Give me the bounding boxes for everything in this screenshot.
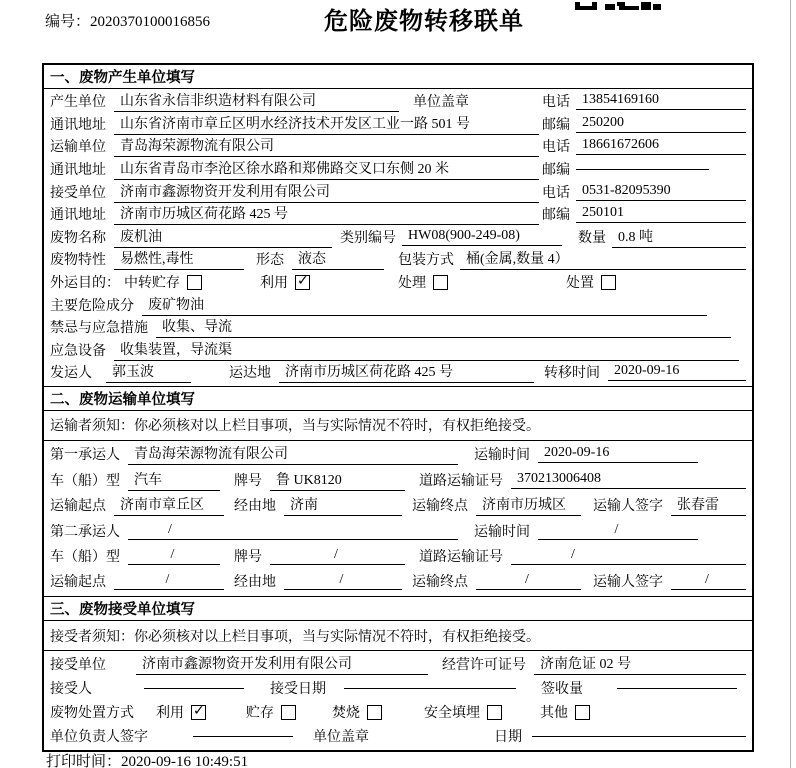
zip2-value (576, 168, 709, 170)
disposal-option-incinerate (332, 702, 382, 722)
producer-row (50, 90, 746, 113)
checkbox-icon (295, 275, 310, 290)
transporter-row (50, 135, 746, 158)
zip1-label: 邮编 (542, 117, 570, 133)
print-time-line (46, 750, 248, 768)
quantity-value: 0.8 吨 (612, 226, 746, 248)
end2-value: / (476, 572, 581, 590)
producer-value: 山东省永信非织造材料有限公司 (114, 90, 399, 112)
receiver-label: 接受单位 (50, 185, 106, 201)
hazard-value: 废矿物油 (142, 294, 707, 316)
precautions-row (50, 316, 746, 339)
manager-sign-label: 单位负责人签字 (50, 730, 148, 746)
time1-label: 运输时间 (474, 448, 530, 464)
manager-sign-value (193, 735, 293, 737)
plate2-label: 牌号 (234, 549, 262, 565)
destination-label: 运达地 (229, 366, 271, 382)
time1-value: 2020-09-16 (538, 445, 698, 463)
page-title: 危险废物转移联单 (324, 9, 524, 35)
checkbox-label: 利用 (156, 706, 184, 722)
shipper-row (50, 361, 746, 384)
checkbox-label: 安全填埋 (424, 706, 480, 722)
time2-label: 运输时间 (474, 524, 530, 540)
accept-date-value (344, 687, 516, 689)
serial-value: 2020370100016856 (90, 14, 211, 30)
checkbox-icon (187, 275, 202, 290)
date-label: 日期 (494, 730, 522, 746)
via2-value: / (284, 572, 402, 590)
plate1-value: 鲁 UK8120 (270, 469, 405, 491)
checkbox-icon (601, 275, 616, 290)
sign2-value: / (671, 572, 746, 590)
carrier2-value: / (128, 522, 458, 540)
waste-name-value: 废机油 (114, 226, 332, 248)
section3-notice: 接受者须知：你必须核对以上栏目事项，当与实际情况不符时，有权拒绝接受。 (44, 621, 752, 651)
equipment-label: 应急设备 (50, 343, 106, 359)
received-qty-label: 签收量 (541, 682, 583, 698)
section2-heading: 二、废物运输单位填写 (44, 386, 752, 411)
permit-label: 经营许可证号 (442, 658, 526, 674)
form-label: 形态 (256, 253, 284, 269)
route1-row (50, 493, 746, 518)
purpose-label: 外运目的： (50, 276, 120, 292)
via1-value: 济南 (284, 494, 402, 516)
via1-label: 经由地 (234, 499, 276, 515)
transporter-address-row (50, 158, 746, 181)
zip2-label: 邮编 (542, 163, 570, 179)
accept-unit-label: 接受单位 (50, 658, 106, 674)
carrier1-value: 青岛海荣源物流有限公司 (128, 443, 458, 465)
origin1-label: 运输起点 (50, 499, 106, 515)
sign1-value: 张春雷 (671, 494, 746, 516)
transporter-label: 运输单位 (50, 140, 106, 156)
time2-value: / (538, 522, 698, 540)
accept-unit-row (50, 652, 746, 676)
receiver-address-row (50, 203, 746, 226)
vehicle2-label: 车（船）型 (50, 549, 120, 565)
checkbox-label: 利用 (260, 276, 288, 292)
waste-name-row (50, 226, 746, 249)
phone2-label: 电话 (542, 140, 570, 156)
transfer-time-value: 2020-09-16 (608, 363, 746, 381)
phone1-label: 电话 (542, 95, 570, 111)
acceptor-row (50, 676, 746, 700)
vehicle2-value: / (128, 547, 220, 565)
precautions-label: 禁忌与应急措施 (50, 321, 148, 337)
end1-label: 运输终点 (412, 499, 468, 515)
end1-value: 济南市历城区 (476, 494, 581, 516)
checkbox-icon (487, 705, 502, 720)
origin1-value: 济南市章丘区 (114, 494, 224, 516)
serial-label: 编号： (45, 14, 91, 30)
hazard-label: 主要危险成分 (50, 298, 134, 314)
acceptor-label: 接受人 (50, 682, 92, 698)
zip3-label: 邮编 (542, 208, 570, 224)
producer-address-row (50, 113, 746, 136)
vehicle1-row (50, 467, 746, 492)
producer-label: 产生单位 (50, 95, 106, 111)
address2-label: 通讯地址 (50, 163, 106, 179)
category-label: 类别编号 (340, 230, 396, 246)
end2-label: 运输终点 (412, 575, 468, 591)
carrier1-row (50, 442, 746, 467)
vehicle1-value: 汽车 (128, 469, 220, 491)
license2-value: / (511, 547, 746, 565)
qr-code-icon (575, 0, 661, 16)
unit-seal-label: 单位盖章 (413, 95, 469, 111)
quantity-label: 数量 (578, 230, 606, 246)
disposal-option-utilize (156, 702, 206, 722)
purpose-option-dispose (566, 272, 616, 292)
manifest-form (42, 63, 754, 752)
disposal-option-storage (246, 702, 296, 722)
license1-label: 道路运输证号 (419, 473, 503, 489)
zip3-value: 250101 (576, 205, 746, 223)
checkbox-icon (191, 705, 206, 720)
permit-value: 济南危证 02 号 (534, 653, 746, 675)
acceptor-value (144, 687, 244, 689)
address3-value: 济南市历城区荷花路 425 号 (114, 203, 539, 225)
checkbox-label: 中转贮存 (124, 276, 180, 292)
checkbox-label: 处置 (566, 276, 594, 292)
phone3-value: 0531-82095390 (576, 183, 746, 201)
address1-label: 通讯地址 (50, 117, 106, 133)
license1-value: 370213006408 (511, 471, 746, 489)
checkbox-label: 其他 (540, 706, 568, 722)
transfer-time-label: 转移时间 (544, 366, 600, 382)
receiver-value: 济南市鑫源物资开发利用有限公司 (114, 181, 539, 203)
print-time-label: 打印时间： (46, 754, 122, 768)
equipment-value: 收集装置，导流渠 (114, 339, 739, 361)
section2-body (44, 441, 752, 596)
purpose-option-transfer-storage (124, 272, 202, 292)
manager-sign-row (50, 724, 746, 748)
checkbox-icon (433, 275, 448, 290)
waste-name-label: 废物名称 (50, 230, 106, 246)
disposal-label: 废物处置方式 (50, 706, 134, 722)
purpose-option-treat (398, 272, 448, 292)
disposal-row (50, 700, 746, 724)
print-time-value: 2020-09-16 10:49:51 (121, 754, 249, 768)
plate1-label: 牌号 (234, 473, 262, 489)
purpose-row (50, 271, 746, 294)
section1-body (44, 89, 752, 386)
receiver-row (50, 180, 746, 203)
date-value (532, 735, 746, 737)
form-value: 液态 (292, 248, 384, 270)
license2-label: 道路运输证号 (419, 549, 503, 565)
checkbox-label: 焚烧 (332, 706, 360, 722)
disposal-option-landfill (424, 702, 502, 722)
equipment-row (50, 339, 746, 362)
origin2-label: 运输起点 (50, 575, 106, 591)
carrier1-label: 第一承运人 (50, 448, 120, 464)
checkbox-icon (367, 705, 382, 720)
address3-label: 通讯地址 (50, 208, 106, 224)
shipper-value: 郭玉波 (106, 361, 191, 383)
checkbox-label: 贮存 (246, 706, 274, 722)
waste-characteristics-row (50, 248, 746, 271)
checkbox-icon (281, 705, 296, 720)
phone2-value: 18661672606 (576, 137, 746, 155)
address1-value: 山东省济南市章丘区明水经济技术开发区工业一路 501 号 (114, 113, 539, 135)
address2-value: 山东省青岛市李沧区徐水路和郑佛路交叉口东侧 20 米 (114, 158, 539, 180)
vehicle2-row (50, 543, 746, 568)
packaging-label: 包装方式 (398, 253, 454, 269)
precautions-value: 收集、导流 (156, 316, 731, 338)
hazard-row (50, 293, 746, 316)
category-value: HW08(900-249-08) (402, 228, 562, 246)
origin2-value: / (114, 572, 224, 590)
sign1-label: 运输人签字 (593, 499, 663, 515)
section1-heading: 一、废物产生单位填写 (44, 65, 752, 89)
plate2-value: / (270, 547, 405, 565)
characteristics-label: 废物特性 (50, 253, 106, 269)
phone3-label: 电话 (542, 185, 570, 201)
received-qty-value (617, 687, 737, 689)
accept-unit-value: 济南市鑫源物资开发利用有限公司 (136, 653, 428, 675)
phone1-value: 13854169160 (576, 92, 746, 110)
carrier2-label: 第二承运人 (50, 524, 120, 540)
unit-seal2-label: 单位盖章 (313, 730, 369, 746)
characteristics-value: 易燃性,毒性 (114, 248, 244, 270)
page-edge-line (790, 0, 791, 768)
destination-value: 济南市历城区荷花路 425 号 (279, 361, 534, 383)
section2-notice: 运输者须知：你必须核对以上栏目事项，当与实际情况不符时，有权拒绝接受。 (44, 411, 752, 441)
section3-heading: 三、废物接受单位填写 (44, 596, 752, 621)
packaging-value: 桶(金属,数量 4） (460, 248, 746, 270)
sign2-label: 运输人签字 (593, 575, 663, 591)
checkbox-icon (575, 705, 590, 720)
via2-label: 经由地 (234, 575, 276, 591)
purpose-option-utilize (260, 272, 310, 292)
section3-body (44, 651, 752, 750)
accept-date-label: 接受日期 (270, 682, 326, 698)
shipper-label: 发运人 (50, 366, 92, 382)
vehicle1-label: 车（船）型 (50, 473, 120, 489)
zip1-value: 250200 (576, 115, 746, 133)
carrier2-row (50, 518, 746, 543)
disposal-option-other (540, 702, 590, 722)
transporter-value: 青岛海荣源物流有限公司 (114, 135, 539, 157)
route2-row (50, 569, 746, 594)
checkbox-label: 处理 (398, 276, 426, 292)
